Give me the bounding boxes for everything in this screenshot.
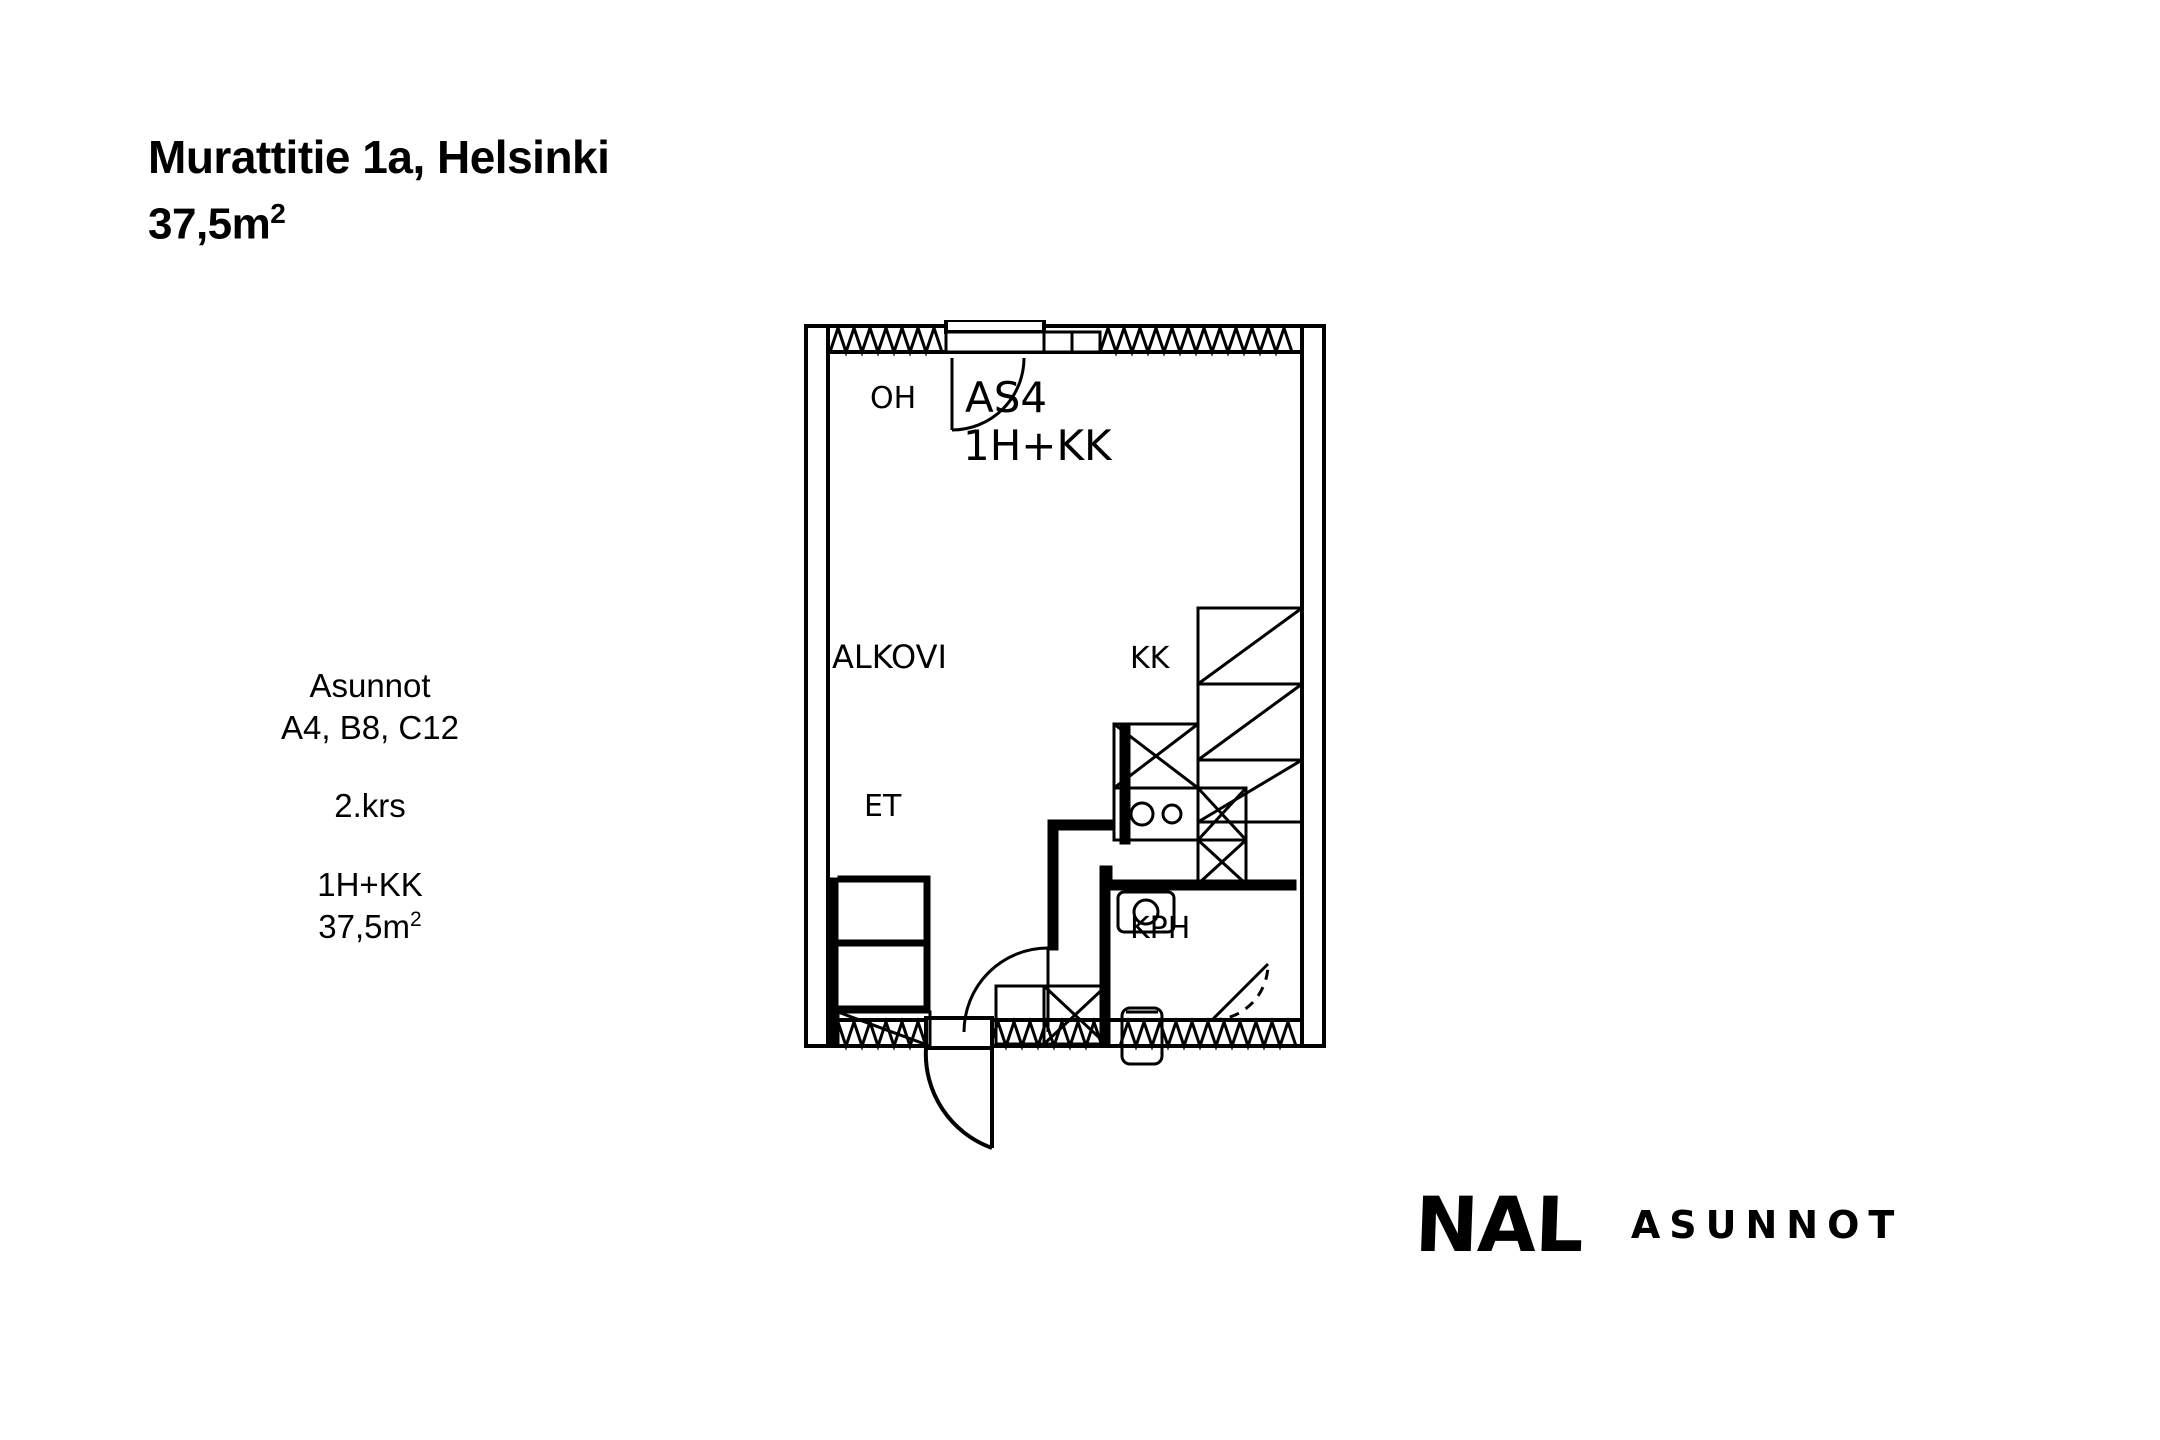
- floor-label: 2.krs: [334, 787, 406, 825]
- entry-door-opening: [926, 1018, 992, 1048]
- room-label-oh: OH: [870, 381, 917, 416]
- apartment-type-label: 1H+KK: [963, 421, 1112, 470]
- page-area: [148, 199, 609, 249]
- floor-plan-drawing: [800, 320, 1360, 1160]
- logo-mark: NAL: [1413, 1180, 1585, 1269]
- room-label-alkovi: ALKOVI: [832, 638, 947, 676]
- room-label-et: ET: [864, 789, 902, 824]
- apartment-info: [210, 665, 530, 948]
- info-area-unit-sup: 2: [410, 907, 422, 931]
- room-labels: [832, 373, 1190, 946]
- page-area-value: 37,5m: [148, 199, 271, 249]
- room-label-kph: KPH: [1130, 911, 1191, 946]
- page-area-unit-sup: 2: [270, 197, 286, 229]
- info-spacer-2: [210, 828, 530, 864]
- logo-wordmark: ASUNNOT: [1630, 1202, 1904, 1247]
- apartment-code-label: AS4: [965, 373, 1048, 422]
- info-area-value: 37,5m: [318, 907, 411, 945]
- apartments-label: Asunnot: [309, 667, 431, 704]
- info-area: [210, 906, 530, 948]
- layout-label: 1H+KK: [317, 865, 423, 903]
- kitchen-fittings: [1198, 608, 1302, 822]
- room-label-kk: KK: [1130, 641, 1170, 676]
- apartments-list: A4, B8, C12: [281, 709, 459, 747]
- entrance-door-swing: [926, 1048, 992, 1148]
- page-title: Murattitie 1a, Helsinki: [148, 131, 610, 183]
- page-header: [148, 132, 609, 249]
- nal-logo: [1415, 1180, 1903, 1269]
- info-spacer-1: [210, 749, 530, 785]
- floor-plan: [800, 320, 1360, 1160]
